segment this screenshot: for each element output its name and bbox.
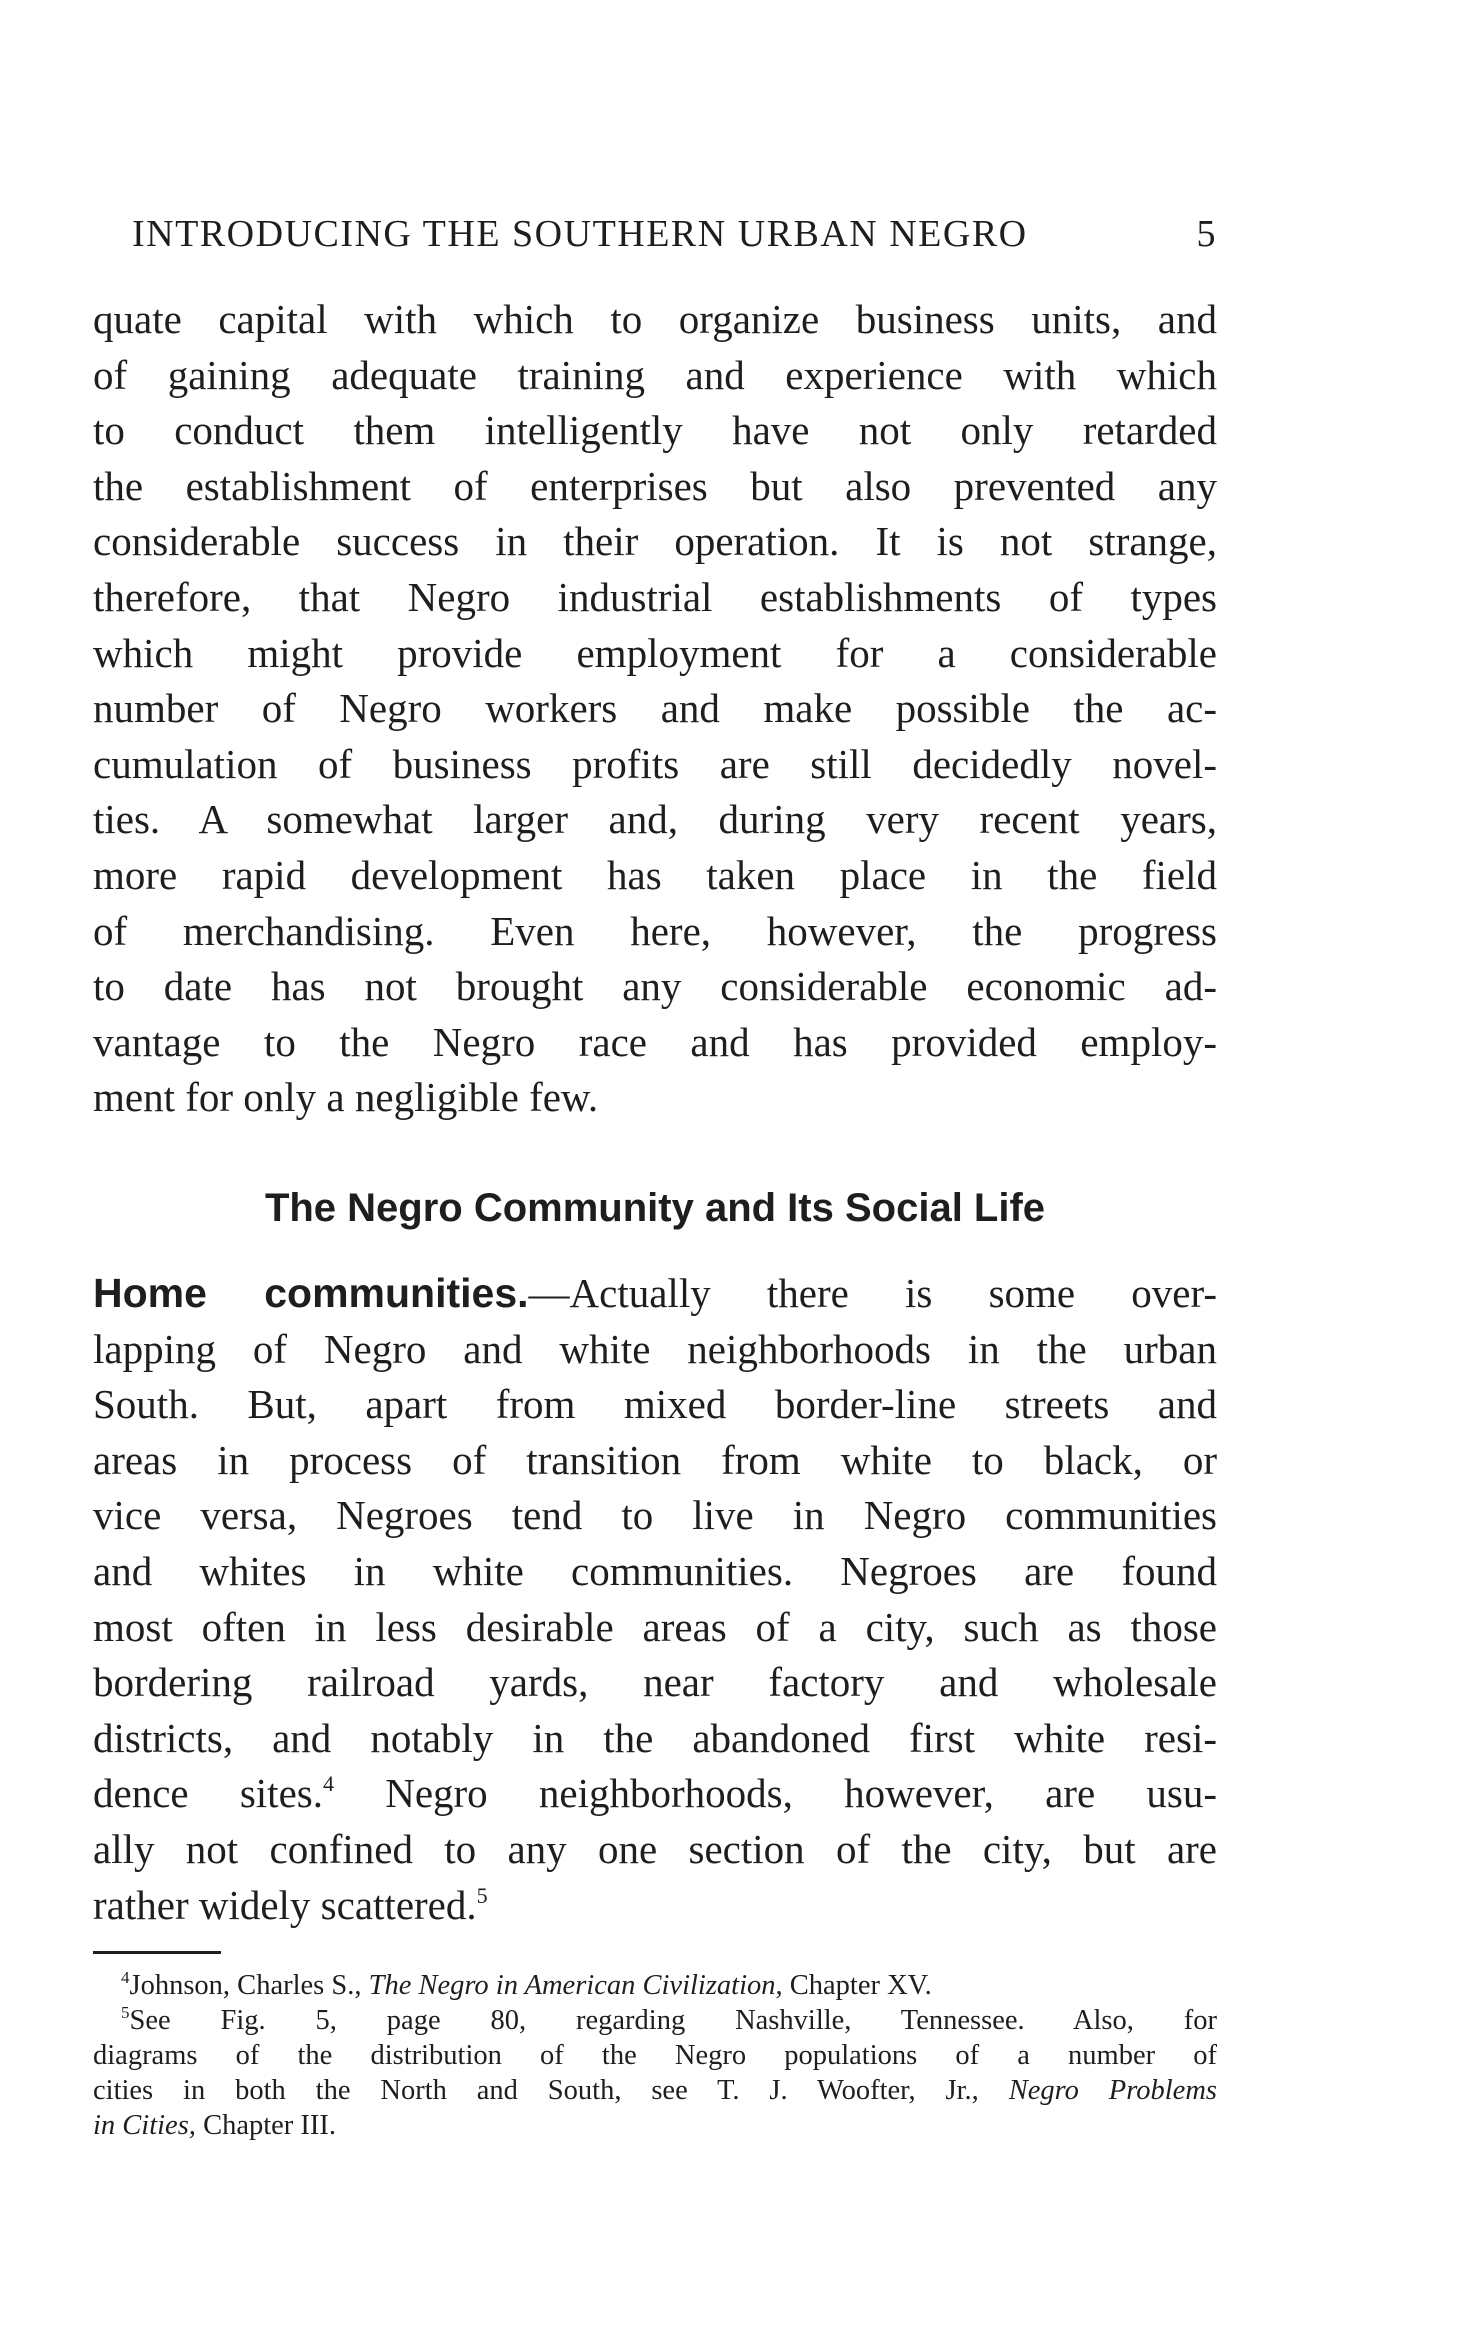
text-fragment: —Actually there is some over- bbox=[528, 1270, 1217, 1316]
footnote-5 bbox=[93, 2003, 1217, 2143]
text-line: to conduct them intelligently have not only retarded bbox=[93, 407, 1217, 454]
run-in-heading: Home communities. bbox=[93, 1270, 529, 1316]
footnote-line bbox=[93, 2073, 1217, 2108]
text-line: the establishment of enterprises but also prevented any bbox=[93, 462, 1217, 509]
text-line bbox=[93, 1878, 1217, 1934]
text-line bbox=[93, 1266, 1217, 1322]
text-line: of gaining adequate training and experience with which bbox=[93, 351, 1217, 398]
text-line: and whites in white communities. Negroes are found bbox=[93, 1547, 1217, 1594]
paragraph-merchandising bbox=[93, 292, 1217, 1126]
text-fragment: rather widely scattered. bbox=[93, 1881, 477, 1928]
text-line: vantage to the Negro race and has provided employ- bbox=[93, 1018, 1217, 1065]
footnote-4 bbox=[93, 1968, 1217, 2003]
text-fragment: cities in both the North and South, see T. J. Woofter, Jr., bbox=[93, 2075, 1009, 2106]
text-line: more rapid development has taken place in the field bbox=[93, 851, 1217, 898]
text-line: ties. A somewhat larger and, during very recent years, bbox=[93, 796, 1217, 843]
text-line: lapping of Negro and white neighborhoods in the urban bbox=[93, 1325, 1217, 1372]
text-line: considerable success in their operation. It is not strange, bbox=[93, 518, 1217, 565]
text-line: quate capital with which to organize business units, and bbox=[93, 296, 1217, 342]
text-line: bordering railroad yards, near factory and wholesale bbox=[93, 1659, 1217, 1706]
running-head-title: INTRODUCING THE SOUTHERN URBAN NEGRO bbox=[132, 213, 1028, 255]
text-line: to date has not brought any considerable economic ad- bbox=[93, 963, 1217, 1010]
text-fragment: Johnson, Charles S., bbox=[129, 1970, 369, 2001]
text-fragment: Chapter XV. bbox=[782, 1970, 932, 2001]
paragraph-home-communities bbox=[93, 1266, 1217, 1933]
footnote-line bbox=[93, 2003, 1217, 2038]
text-line: districts, and notably in the abandoned first white resi- bbox=[93, 1714, 1217, 1761]
footnote-marker: 5 bbox=[121, 2003, 130, 2022]
section-heading: The Negro Community and Its Social Life bbox=[264, 1186, 1046, 1230]
text-fragment: Negro neighborhoods, however, are usu- bbox=[333, 1770, 1218, 1817]
footnote-rule bbox=[93, 1951, 221, 1954]
text-line: ally not confined to any one section of the city, but are bbox=[93, 1825, 1217, 1872]
text-line: areas in process of transition from white to black, or bbox=[93, 1436, 1217, 1483]
page-number: 5 bbox=[1196, 213, 1217, 255]
text-line: of merchandising. Even here, however, the progress bbox=[93, 907, 1217, 954]
footnote-marker: 4 bbox=[121, 1968, 130, 1987]
text-line: most often in less desirable areas of a city, such as those bbox=[93, 1603, 1217, 1650]
footnote-reference: 4 bbox=[322, 1771, 334, 1797]
footnote-reference: 5 bbox=[476, 1882, 488, 1908]
text-line: ment for only a negligible few. bbox=[93, 1074, 599, 1121]
footnote-line: diagrams of the distribution of the Negro populations of a number of bbox=[93, 2040, 1217, 2071]
footnotes bbox=[93, 1968, 1217, 2143]
citation-title: in Cities, bbox=[93, 2110, 196, 2141]
text-line: cumulation of business profits are still decidedly novel- bbox=[93, 740, 1217, 787]
text-line: therefore, that Negro industrial establishments of types bbox=[93, 573, 1217, 620]
text-fragment: dence sites. bbox=[93, 1770, 323, 1817]
text-line: which might provide employment for a considerable bbox=[93, 629, 1217, 676]
footnote-line bbox=[93, 1968, 1217, 2003]
text-line: South. But, apart from mixed border-line streets and bbox=[93, 1381, 1217, 1428]
citation-title: The Negro in American Civilization, bbox=[368, 1970, 783, 2001]
text-fragment: See Fig. 5, page 80, regarding Nashville, Tennessee. Also, for bbox=[129, 2005, 1217, 2036]
footnote-line bbox=[93, 2108, 1217, 2143]
text-line bbox=[93, 1766, 1217, 1822]
text-fragment: Chapter III. bbox=[195, 2110, 337, 2141]
text-line: number of Negro workers and make possible the ac- bbox=[93, 685, 1217, 732]
citation-title: Negro Problems bbox=[1008, 2075, 1217, 2106]
text-line: vice versa, Negroes tend to live in Negro communities bbox=[93, 1492, 1217, 1539]
